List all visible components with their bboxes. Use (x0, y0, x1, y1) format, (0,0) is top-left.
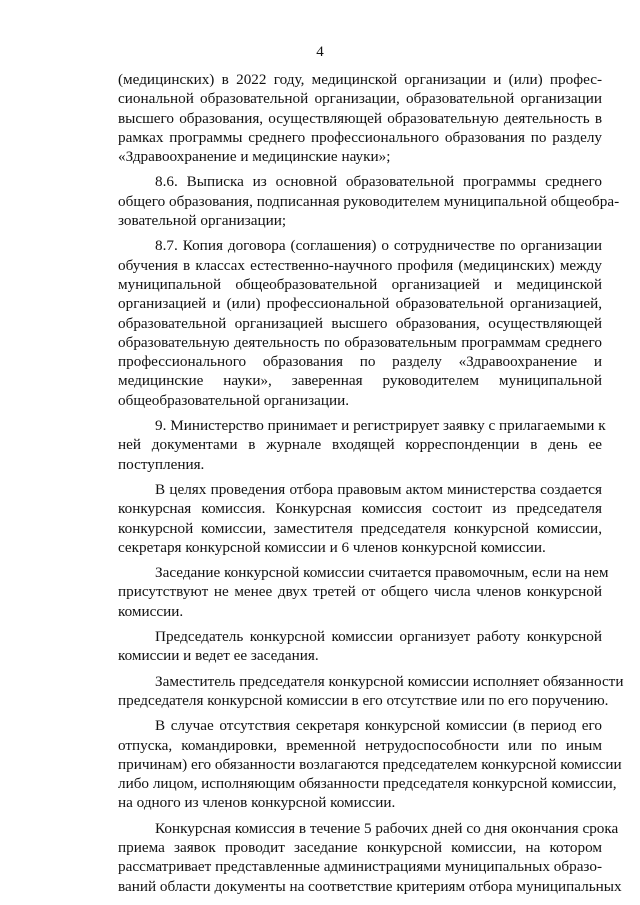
paragraph-line: конкурсной комиссии, заместителя председателя конкурсной комиссии, (118, 519, 602, 537)
paragraph-line: рассматривает представленные администрациями муниципальных образо- (118, 858, 602, 876)
paragraph-line: (медицинских) в 2022 году, медицинской организации и (или) профес- (118, 71, 602, 88)
paragraph (118, 672, 624, 711)
paragraph-line: В целях проведения отбора правовым актом министерства создается (155, 480, 602, 498)
paragraph-line: профессионального образования по разделу «Здравоохранение и (118, 353, 602, 371)
paragraph-line: сиональной образовательной организации, образовательной организации (118, 90, 602, 108)
paragraph (118, 563, 609, 621)
paragraph-line: 8.7. Копия договора (соглашения) о сотрудничестве по организации (155, 237, 602, 255)
paragraph (118, 172, 620, 230)
page-number: 4 (316, 44, 324, 60)
paragraph-line: присутствуют не менее двух третей от общего числа членов конкурсной (118, 583, 602, 601)
paragraph-line: В случае отсутствия секретаря конкурсной комиссии (в период его (155, 717, 602, 735)
paragraph-line: Конкурсная комиссия в течение 5 рабочих дней со дня окончания срока (155, 819, 619, 837)
paragraph-line: рамках программы среднего профессионального образования по разделу (118, 128, 602, 146)
paragraph-line: организацией и (или) профессиональной образовательной организацией, (118, 295, 602, 313)
paragraph-line: высшего образования, осуществляющей образовательную деятельность в (118, 109, 602, 127)
paragraph-line: медицинские науки», заверенная руководителем муниципальной (118, 372, 602, 390)
paragraph-line: комиссии. (118, 602, 184, 620)
paragraph (118, 70, 602, 166)
paragraph-line: зовательной организации; (118, 212, 287, 230)
paragraph-line: Председатель конкурсной комиссии организует работу конкурсной (155, 628, 602, 646)
paragraph-line: обучения в классах естественно-научного профиля (медицинских) между (118, 256, 602, 274)
paragraph-line: ней документами в журнале входящей корреспонденции в день ее (118, 436, 602, 454)
document-body (118, 70, 624, 896)
paragraph-line: 9. Министерство принимает и регистрирует заявку с прилагаемыми к (155, 417, 606, 435)
paragraph (118, 819, 622, 896)
paragraph-line: отпуска, командировки, временной нетрудоспособности или по иным (118, 736, 602, 754)
paragraph-line: ваний области документы на соответствие критериям отбора муниципальных (118, 877, 622, 895)
paragraph-line: общеобразовательной организации. (118, 391, 350, 409)
paragraph-line: секретаря конкурсной комиссии и 6 членов конкурсной комиссии. (118, 538, 546, 556)
paragraph-line: «Здравоохранение и медицинские науки»; (118, 148, 391, 166)
paragraph-line: причинам) его обязанности возлагаются председателем конкурсной комиссии (118, 755, 622, 773)
paragraph-line: образовательной организацией высшего образования, осуществляющей (118, 314, 602, 332)
paragraph-line: либо лицом, исполняющим обязанности председателя конкурсной комиссии, (118, 775, 617, 793)
paragraph (118, 716, 622, 812)
paragraph-line: на одного из членов конкурсной комиссии. (118, 794, 396, 812)
paragraph-line: Заседание конкурсной комиссии считается правомочным, если на нем (155, 564, 609, 582)
paragraph (118, 480, 602, 557)
paragraph-line: образовательную деятельность по образовательным программам среднего (118, 333, 602, 351)
paragraph (118, 236, 602, 410)
paragraph-line: конкурсная комиссия. Конкурсная комиссия состоит из председателя (118, 500, 602, 518)
paragraph (118, 416, 606, 474)
paragraph (118, 627, 602, 666)
paragraph-line: 8.6. Выписка из основной образовательной программы среднего (155, 173, 602, 191)
paragraph-line: комиссии и ведет ее заседания. (118, 647, 319, 665)
paragraph-line: общего образования, подписанная руководителем муниципальной общеобра- (118, 192, 620, 210)
paragraph-line: Заместитель председателя конкурсной комиссии исполняет обязанности (155, 672, 624, 690)
paragraph-line: муниципальной общеобразовательной организацией и медицинской (118, 275, 602, 293)
paragraph-line: председателя конкурсной комиссии в его отсутствие или по его поручению. (118, 691, 609, 709)
paragraph-line: приема заявок проводит заседание конкурсной комиссии, на котором (118, 838, 602, 856)
paragraph-line: поступления. (118, 455, 205, 473)
